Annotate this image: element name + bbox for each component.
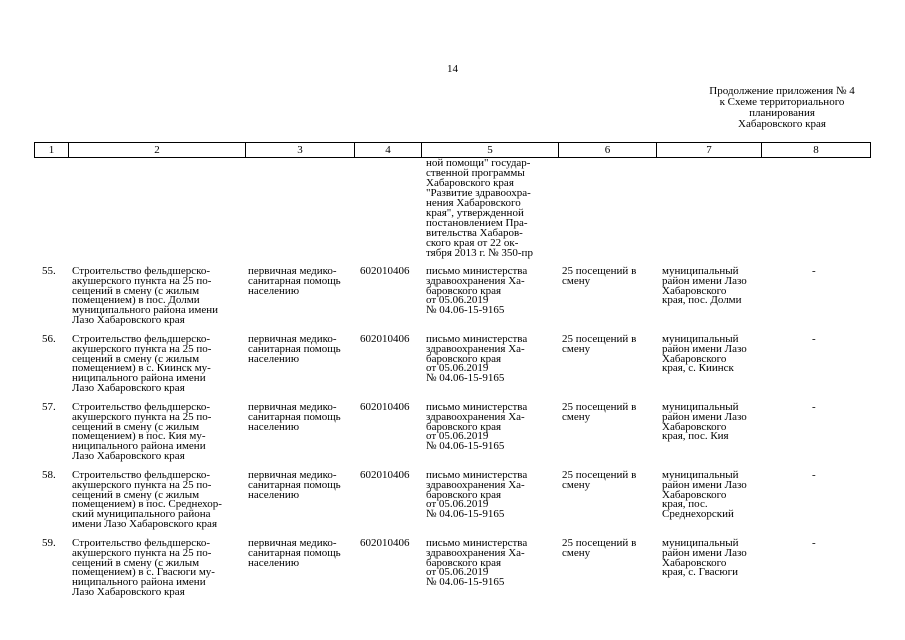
- text-line: ского края от 22 ок-: [426, 237, 519, 249]
- page-number: 14: [447, 63, 458, 75]
- text-line: ной помощи" государ-: [426, 157, 531, 169]
- column-header-table: [34, 142, 871, 158]
- capacity: 25 посещений в смену: [562, 265, 637, 287]
- object-code: 602010406: [360, 469, 410, 481]
- object-type: первичная медико- санитарная помощь населению: [248, 537, 341, 569]
- column-header-1: 1: [35, 143, 69, 158]
- column-header-3: 3: [246, 143, 355, 158]
- capacity: 25 посещений в смену: [562, 333, 637, 355]
- capacity: 25 посещений в смену: [562, 537, 637, 559]
- object-name: Строительство фельдшерско- акушерского пункта на 25 по- сещений в смену (с жилым помещением) в пос. Долми муниципального района имени Лазо Хабаровского края: [72, 265, 219, 326]
- row-number: 56.: [42, 333, 56, 345]
- location: муниципальный район имени Лазо Хабаровского края, пос. Кия: [662, 401, 747, 443]
- appendix-line: Продолжение приложения № 4: [709, 85, 855, 97]
- column-header-7: 7: [657, 143, 762, 158]
- object-type: первичная медико- санитарная помощь населению: [248, 333, 341, 365]
- object-code: 602010406: [360, 265, 410, 277]
- object-code: 602010406: [360, 333, 410, 345]
- basis-document: письмо министерства здравоохранения Ха- баровского края от 05.06.2019 № 04.06-15-9165: [426, 401, 528, 453]
- column-header-8: 8: [762, 143, 871, 158]
- appendix-line: Хабаровского края: [738, 118, 826, 130]
- text-line: вительства Хабаров-: [426, 227, 523, 239]
- column-header-row: [35, 143, 871, 158]
- text-line: края", утвержденной: [426, 207, 524, 219]
- location: муниципальный район имени Лазо Хабаровского края, пос. Среднехорский: [662, 469, 747, 521]
- column-8-value: -: [812, 265, 816, 277]
- appendix-note: [688, 86, 876, 130]
- object-type: первичная медико- санитарная помощь населению: [248, 469, 341, 501]
- object-type: первичная медико- санитарная помощь населению: [248, 265, 341, 297]
- text-line: нения Хабаровского: [426, 197, 521, 209]
- location: муниципальный район имени Лазо Хабаровского края, пос. Долми: [662, 265, 747, 307]
- row-number: 58.: [42, 469, 56, 481]
- text-line: ственной программы: [426, 167, 525, 179]
- column-8-value: -: [812, 537, 816, 549]
- object-type: первичная медико- санитарная помощь населению: [248, 401, 341, 433]
- column-header-6: 6: [559, 143, 657, 158]
- column-header-2: 2: [69, 143, 246, 158]
- column-header-4: 4: [355, 143, 422, 158]
- location: муниципальный район имени Лазо Хабаровского края, с. Гвасюги: [662, 537, 747, 579]
- capacity: 25 посещений в смену: [562, 401, 637, 423]
- basis-document: письмо министерства здравоохранения Ха- баровского края от 05.06.2019 № 04.06-15-9165: [426, 469, 528, 521]
- row-number: 55.: [42, 265, 56, 277]
- object-code: 602010406: [360, 401, 410, 413]
- column-8-value: -: [812, 469, 816, 481]
- object-name: Строительство фельдшерско- акушерского пункта на 25 по- сещений в смену (с жилым помещением) в с. Гвасюги му- ниципального района имени Лазо Хабаровского края: [72, 537, 215, 598]
- capacity: 25 посещений в смену: [562, 469, 637, 491]
- text-line: Хабаровского края: [426, 177, 514, 189]
- column-8-value: -: [812, 401, 816, 413]
- object-name: Строительство фельдшерско- акушерского пункта на 25 по- сещений в смену (с жилым помещением) в с. Киинск му- ниципального района имени Лазо Хабаровского края: [72, 333, 212, 394]
- text-line: "Развитие здравоохра-: [426, 187, 531, 199]
- text-line: тября 2013 г. № 350-пр: [426, 247, 533, 259]
- basis-document: письмо министерства здравоохранения Ха- баровского края от 05.06.2019 № 04.06-15-9165: [426, 333, 528, 385]
- appendix-line: к Схеме территориального: [719, 96, 845, 108]
- object-name: Строительство фельдшерско- акушерского пункта на 25 по- сещений в смену (с жилым помещением) в пос. Кия му- ниципального района имени Лазо Хабаровского края: [72, 401, 212, 462]
- object-name: Строительство фельдшерско- акушерского пункта на 25 по- сещений в смену (с жилым помещением) в пос. Среднехор- ский муниципального района имени Лазо Хабаровского края: [72, 469, 222, 530]
- basis-document: письмо министерства здравоохранения Ха- баровского края от 05.06.2019 № 04.06-15-9165: [426, 265, 528, 317]
- row-number: 57.: [42, 401, 56, 413]
- row-number: 59.: [42, 537, 56, 549]
- appendix-line: планирования: [749, 107, 815, 119]
- continuation-text: [426, 158, 533, 258]
- basis-document: письмо министерства здравоохранения Ха- баровского края от 05.06.2019 № 04.06-15-9165: [426, 537, 528, 589]
- text-line: постановлением Пра-: [426, 217, 528, 229]
- object-code: 602010406: [360, 537, 410, 549]
- column-8-value: -: [812, 333, 816, 345]
- column-header-5: 5: [422, 143, 559, 158]
- location: муниципальный район имени Лазо Хабаровского края, с. Киинск: [662, 333, 747, 375]
